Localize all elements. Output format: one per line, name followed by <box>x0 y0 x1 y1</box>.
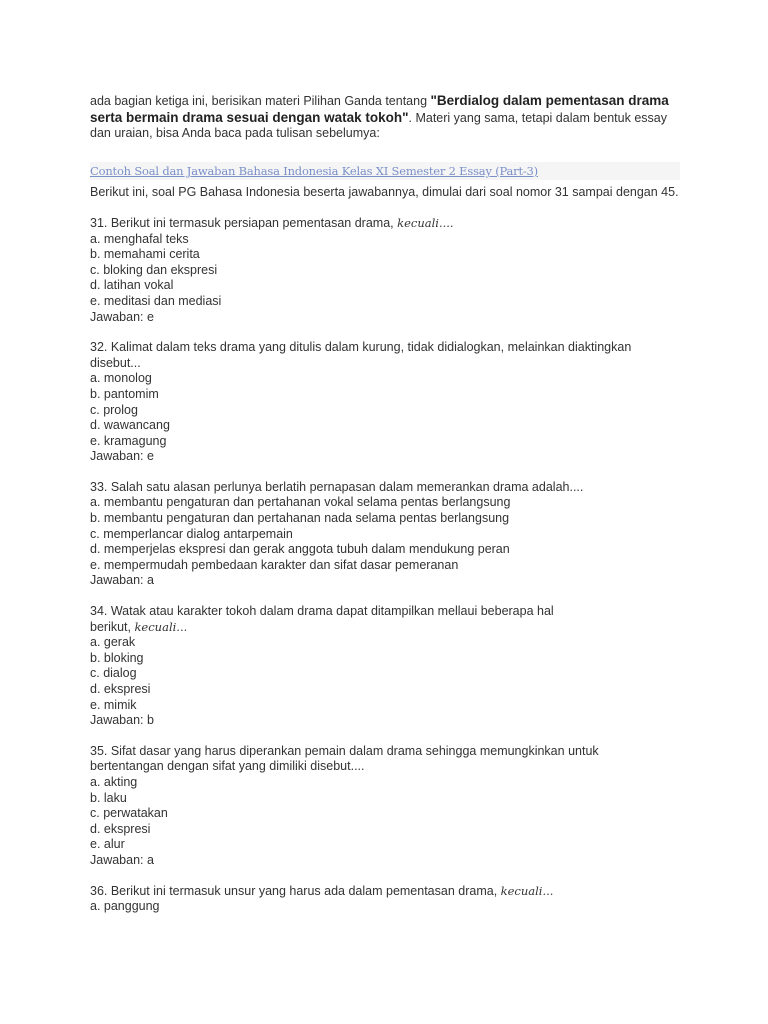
answer-option: b. memahami cerita <box>90 247 200 262</box>
answer-key: Jawaban: e <box>90 449 154 464</box>
answer-option: a. membantu pengaturan dan pertahanan vokal selama pentas berlangsung <box>90 495 511 510</box>
question-text <box>90 340 680 356</box>
answer-option: e. meditasi dan mediasi <box>90 293 222 308</box>
question-stem: 31. Berikut ini termasuk persiapan pementasan drama, <box>90 215 398 230</box>
answer-option: e. mimik <box>90 697 137 712</box>
answer-option: a. gerak <box>90 635 136 650</box>
answer-option: c. memperlancar dialog antarpemain <box>90 526 293 541</box>
answer-option: c. bloking dan ekspresi <box>90 262 218 277</box>
answer-option: c. perwatakan <box>90 806 168 821</box>
answer-key: Jawaban: a <box>90 852 154 867</box>
question-stem-continued: berikut, <box>90 619 135 634</box>
answer-option: b. pantomim <box>90 386 159 401</box>
question-item <box>90 884 680 915</box>
question-text-continued <box>90 759 680 775</box>
question-stem-continued: disebut... <box>90 355 141 370</box>
question-item <box>90 480 680 589</box>
intro-topic: "Berdialog dalam pementasan drama serta bermain drama sesuai dengan watak tokoh" <box>90 93 669 125</box>
question-stem: 34. Watak atau karakter tokoh dalam drama dapat ditampilkan mellaui beberapa hal <box>90 604 554 619</box>
question-text <box>90 744 680 760</box>
question-text-continued <box>90 356 680 372</box>
answer-option: d. wawancang <box>90 418 170 433</box>
question-text <box>90 480 680 496</box>
related-article-bar <box>90 162 680 181</box>
lead-paragraph: Berikut ini, soal PG Bahasa Indonesia beserta jawabannya, dimulai dari soal nomor 31 sampai dengan 45. <box>90 185 679 200</box>
question-stem: 36. Berikut ini termasuk unsur yang harus ada dalam pementasan drama, <box>90 883 501 898</box>
answer-option: e. kramagung <box>90 433 167 448</box>
answer-key: Jawaban: b <box>90 713 154 728</box>
question-stem-continued: bertentangan dengan sifat yang dimiliki disebut.... <box>90 759 365 774</box>
answer-option: b. laku <box>90 790 127 805</box>
question-stem: 33. Salah satu alasan perlunya berlatih pernapasan dalam memerankan drama adalah.... <box>90 479 584 494</box>
answer-option: a. akting <box>90 774 138 789</box>
question-exception-word: kecuali.... <box>397 215 454 230</box>
question-item <box>90 340 680 465</box>
answer-option: d. ekspresi <box>90 682 151 696</box>
question-item <box>90 216 680 325</box>
intro-suffix: . Materi yang sama, tetapi dalam bentuk essay dan uraian, bisa Anda baca pada tulisan sebelumya: <box>90 110 667 141</box>
question-list <box>90 216 680 915</box>
question-text <box>90 604 680 620</box>
answer-option: d. latihan vokal <box>90 278 174 293</box>
article-content <box>90 93 680 915</box>
answer-option: a. menghafal teks <box>90 231 189 246</box>
question-item <box>90 744 680 869</box>
question-item <box>90 604 680 729</box>
answer-option: e. mempermudah pembedaan karakter dan sifat dasar pemeranan <box>90 557 459 572</box>
question-text-continued <box>90 620 680 636</box>
question-text <box>90 884 680 900</box>
answer-option: a. panggung <box>90 899 160 914</box>
question-stem: 35. Sifat dasar yang harus diperankan pemain dalam drama sehingga memungkinkan untuk <box>90 743 599 758</box>
answer-option: d. ekspresi <box>90 821 151 836</box>
intro-prefix: ada bagian ketiga ini, berisikan materi Pilihan Ganda tentang <box>90 94 431 108</box>
answer-option: e. alur <box>90 837 125 852</box>
question-exception-word: kecuali... <box>500 883 554 898</box>
answer-key: Jawaban: a <box>90 573 154 588</box>
intro-paragraph <box>90 93 680 142</box>
answer-option: a. monolog <box>90 371 152 386</box>
question-exception-word: kecuali... <box>134 619 188 634</box>
answer-option: d. memperjelas ekspresi dan gerak anggota tubuh dalam mendukung peran <box>90 542 510 557</box>
answer-option: b. membantu pengaturan dan pertahanan nada selama pentas berlangsung <box>90 511 510 526</box>
answer-key: Jawaban: e <box>90 309 154 324</box>
answer-option: c. dialog <box>90 666 137 681</box>
question-stem: 32. Kalimat dalam teks drama yang ditulis dalam kurung, tidak didialogkan, melainkan diaktingkan <box>90 340 632 355</box>
answer-option: c. prolog <box>90 402 138 417</box>
answer-option: b. bloking <box>90 650 144 665</box>
question-text <box>90 216 680 232</box>
related-article-link[interactable]: Contoh Soal dan Jawaban Bahasa Indonesia Kelas XI Semester 2 Essay (Part-3) <box>90 163 538 178</box>
